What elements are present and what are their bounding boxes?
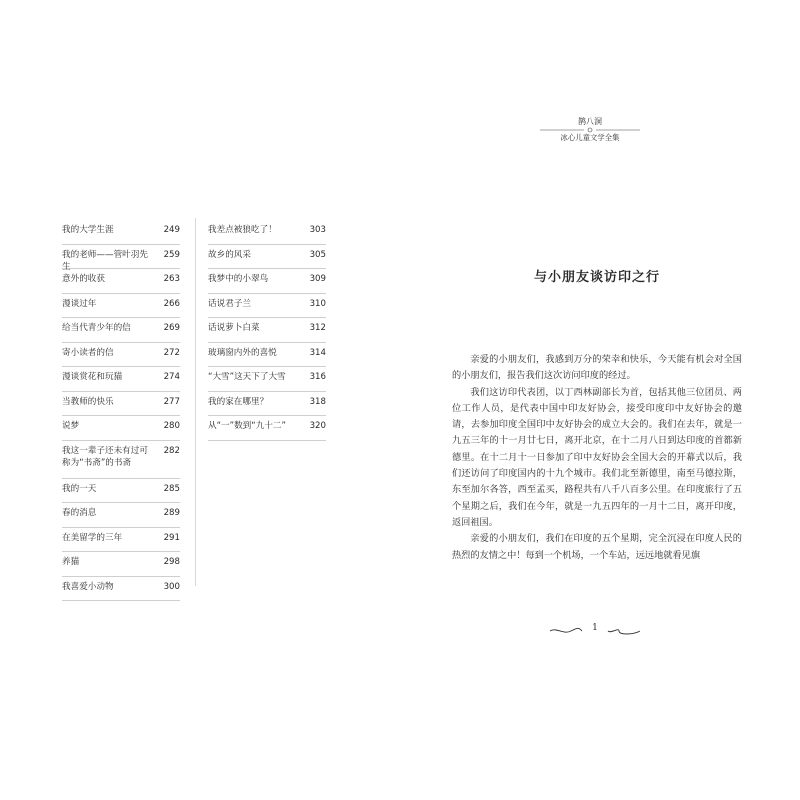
toc-entry-page: 259 <box>163 249 180 260</box>
body-text <box>452 352 742 564</box>
right-swash-icon <box>607 627 641 635</box>
toc-entry-page: 282 <box>163 445 180 456</box>
toc-entry[interactable] <box>62 552 180 577</box>
toc-entry[interactable] <box>62 503 180 528</box>
toc-entry[interactable] <box>62 441 180 479</box>
toc-entry[interactable] <box>62 416 180 441</box>
toc-entry-title: 我的老师——管叶羽先生 <box>62 249 148 272</box>
toc-entry[interactable] <box>208 343 326 368</box>
toc-entry[interactable] <box>208 318 326 343</box>
toc-entry-page: 266 <box>163 298 180 309</box>
toc-entry[interactable] <box>62 318 180 343</box>
toc-entry-page: 320 <box>309 421 326 431</box>
toc-entry-page: 314 <box>309 347 326 358</box>
toc-entry[interactable] <box>62 392 180 417</box>
paragraph: 亲爱的小朋友们，我们在印度的五个星期，完全沉浸在印度人民的热烈的友情之中！每到一个机场，一个车站，远远地就看见旗 <box>452 533 742 561</box>
toc-entry[interactable] <box>62 479 180 504</box>
toc-entry-page: 289 <box>163 508 180 518</box>
running-subtitle: 冰心儿童文学全集 <box>560 133 620 142</box>
toc-entry[interactable] <box>62 367 180 392</box>
toc-entry[interactable] <box>62 577 180 602</box>
toc-entry-title: 话说萝卜白菜 <box>208 323 260 333</box>
toc-entry-title: “大雪”这天下了大雪 <box>208 372 286 382</box>
toc-entry-page: 277 <box>163 396 180 407</box>
toc-entry[interactable] <box>62 269 180 294</box>
toc-entry-title: 我差点被狼吃了！ <box>208 225 277 235</box>
running-title: 鹊八洞 <box>578 117 602 126</box>
toc-entry[interactable] <box>62 220 180 245</box>
toc-entry-page: 303 <box>309 225 326 235</box>
paragraph: 亲爱的小朋友们，我感到万分的荣幸和快乐，今天能有机会对全国的小朋友们，报告我们这次访问印度的经过。 <box>452 354 742 382</box>
toc-entry[interactable] <box>208 392 326 417</box>
toc-entry-title: 我喜爱小动物 <box>62 581 114 592</box>
toc-entry[interactable] <box>208 416 326 441</box>
toc-entry[interactable] <box>208 245 326 270</box>
toc-entry[interactable] <box>208 269 326 294</box>
toc-entry-page: 318 <box>309 396 326 407</box>
toc-entry-title: 寄小读者的信 <box>62 347 114 358</box>
toc-entry-title: 我这一辈子还未有过可 称为“书斋”的书斋 <box>62 445 148 468</box>
toc-entry[interactable] <box>62 343 180 368</box>
toc-entry[interactable] <box>62 294 180 319</box>
toc-entry-page: 310 <box>309 298 326 309</box>
toc-entry-title: 给当代青少年的信 <box>62 323 131 333</box>
toc-entry-page: 309 <box>309 274 326 284</box>
toc-entry-title: 从“一”数到“九十二” <box>208 421 286 431</box>
toc-entry-title: 春的消息 <box>62 508 97 518</box>
toc-entry[interactable] <box>208 220 326 245</box>
toc-column-divider <box>195 218 196 586</box>
toc-entry-title: 说梦 <box>62 421 80 431</box>
chapter-title: 与小朋友谈访印之行 <box>533 270 660 285</box>
toc-entry-page: 312 <box>309 323 326 333</box>
toc-entry-title: 意外的收获 <box>62 274 105 284</box>
page-number: 1 <box>592 623 598 633</box>
toc-entry-page: 272 <box>163 347 180 358</box>
toc-entry-title: 玻璃窗内外的喜悦 <box>208 347 277 358</box>
toc-entry-title: 我的一天 <box>62 483 97 494</box>
toc-entry-page: 274 <box>163 372 180 382</box>
toc-right-column <box>208 220 326 441</box>
toc-entry-page: 298 <box>163 557 180 567</box>
toc-entry-title: 我梦中的小翠鸟 <box>208 274 269 284</box>
toc-entry-title: 我的家在哪里？ <box>208 396 269 407</box>
toc-entry-title: 在美留学的三年 <box>62 532 123 543</box>
toc-entry[interactable] <box>208 294 326 319</box>
running-header <box>540 116 640 143</box>
toc-entry-title: 漫谈赏花和玩猫 <box>62 372 123 382</box>
toc-entry-page: 269 <box>163 323 180 333</box>
toc-entry-page: 280 <box>163 421 180 431</box>
toc-entry-page: 316 <box>309 372 326 382</box>
toc-entry-title: 故乡的风采 <box>208 249 251 260</box>
toc-left-column <box>62 220 180 601</box>
toc-entry-title: 话说君子兰 <box>208 298 251 309</box>
toc-entry-title: 养猫 <box>62 557 80 567</box>
toc-entry-page: 291 <box>163 532 180 543</box>
toc-entry[interactable] <box>62 245 180 270</box>
paragraph: 我们这访印代表团，以丁西林副部长为首，包括其他三位团员、两位工作人员，是代表中国中印友好协会，接受印度印中友好协会的邀请，去参加印度全国印中友好协会的成立大会的。我们在去年，就是一九五三年的十一月廿七日，离开北京，在十二月八日到达印度的首都新德里。在十二月十一日参加了印中友好协会全国大会的开幕式以后，我们还访问了印度国内的十九个城市。我们北至新德里，南至马德拉斯，东至加尔各答，西至孟买，路程共有八千八百多公里。在印度旅行了五个星期之后，我们在今年，就是一九五四年的一月十二日，离开印度，返回祖国。 <box>452 386 742 528</box>
toc-entry-page: 249 <box>163 225 180 235</box>
toc-entry-title: 漫谈过年 <box>62 298 97 309</box>
toc-entry-page: 285 <box>163 483 180 494</box>
toc-entry[interactable] <box>208 367 326 392</box>
toc-entry-page: 305 <box>309 249 326 260</box>
toc-entry-page: 263 <box>163 274 180 284</box>
toc-entry-title: 当教师的快乐 <box>62 396 114 407</box>
toc-entry[interactable] <box>62 528 180 553</box>
toc-entry-title: 我的大学生涯 <box>62 225 114 235</box>
toc-entry-page: 300 <box>163 581 180 592</box>
page-footer <box>545 624 645 638</box>
